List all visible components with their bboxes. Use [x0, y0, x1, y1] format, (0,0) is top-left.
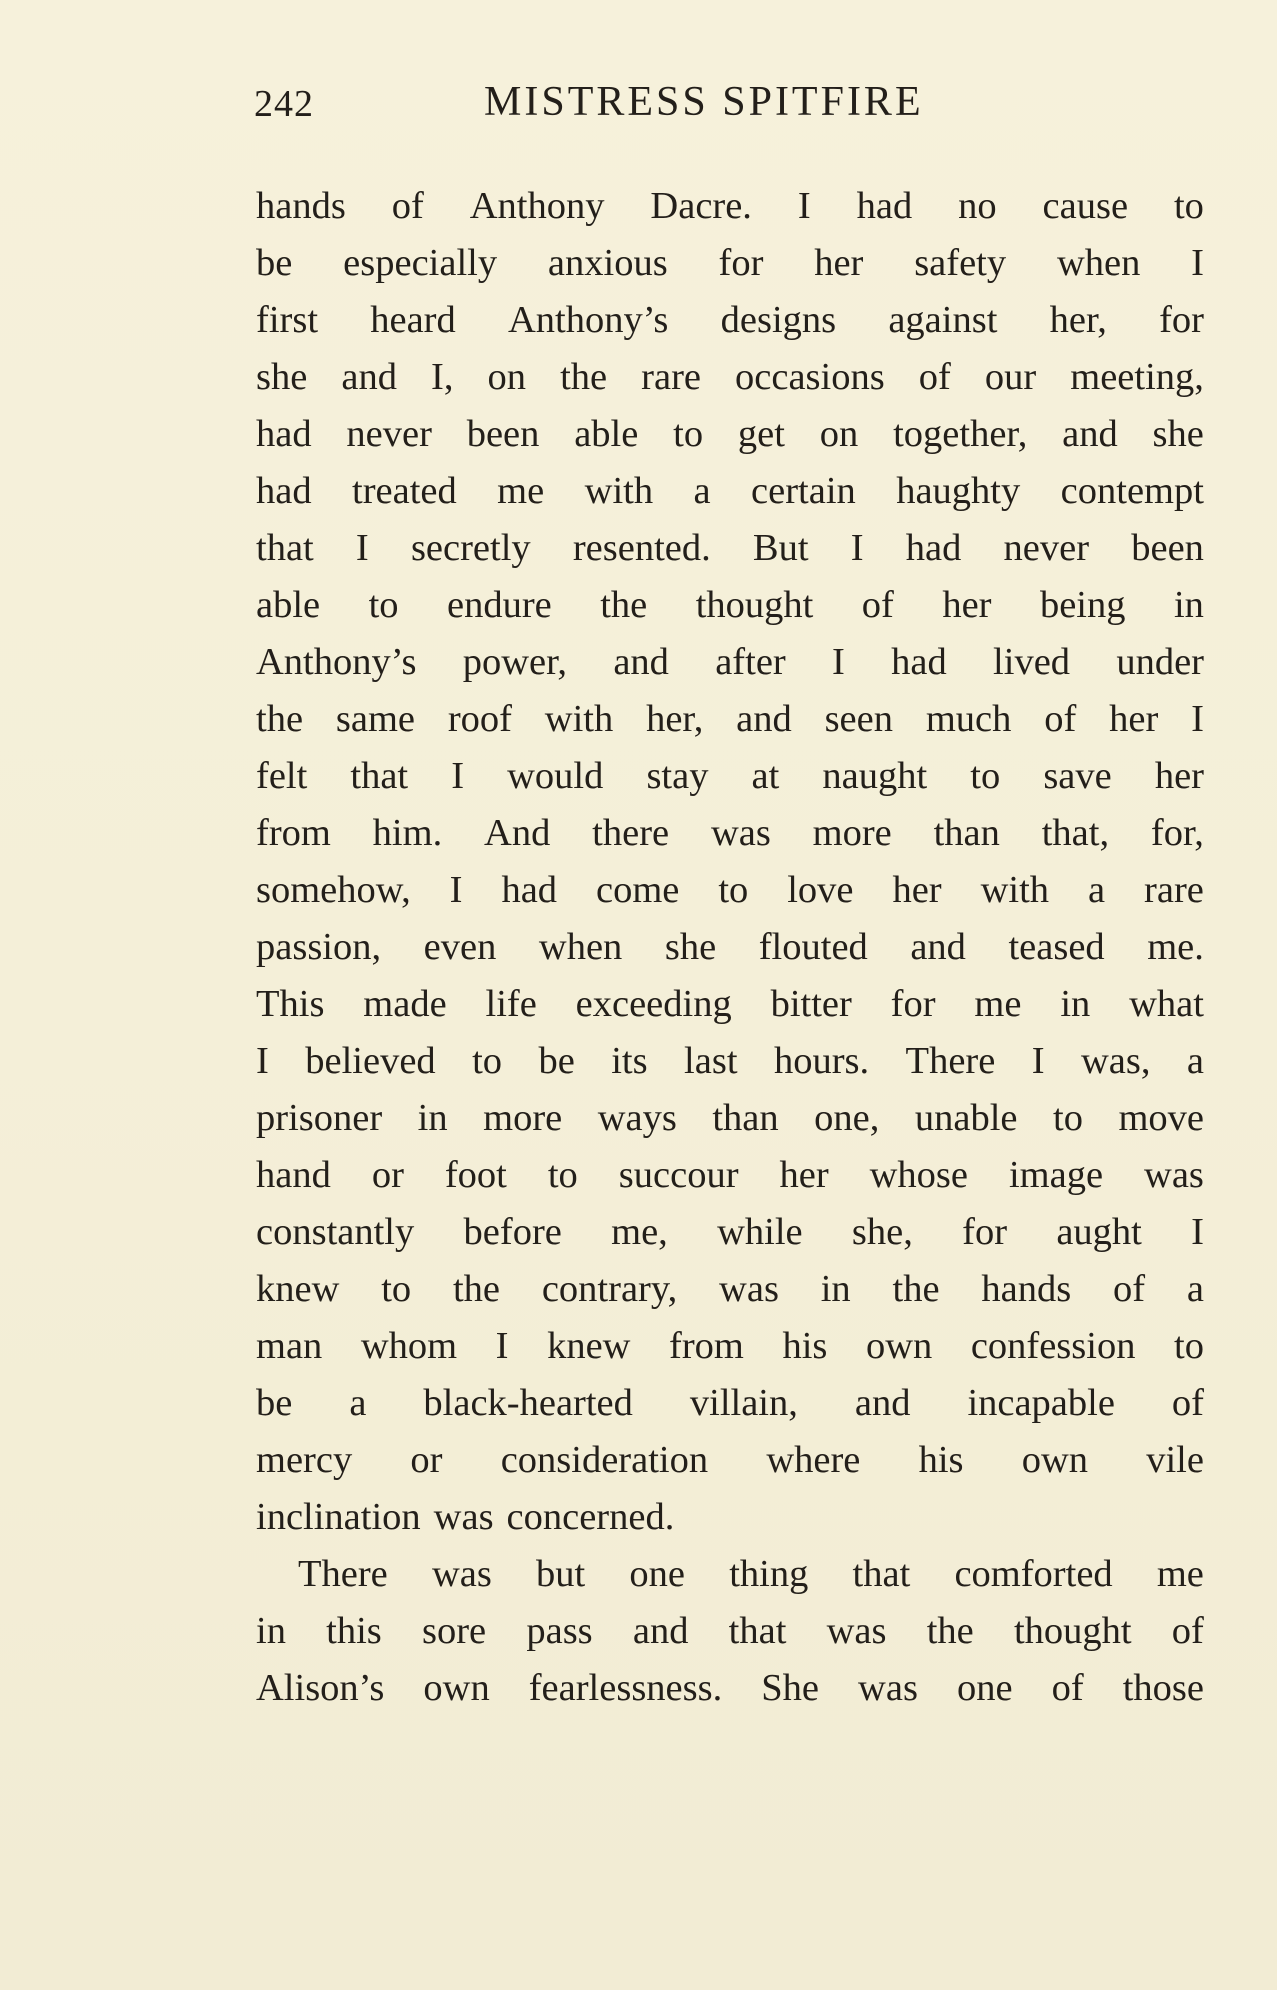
text-line: had never been able to get on together, and she: [256, 413, 1204, 455]
text-line: constantly before me, while she, for aught I: [256, 1211, 1204, 1253]
text-line: be especially anxious for her safety when I: [256, 242, 1204, 284]
text-line: inclination was concerned.: [256, 1496, 675, 1538]
text-line: mercy or consideration where his own vile: [256, 1439, 1204, 1481]
text-line: prisoner in more ways than one, unable to move: [256, 1097, 1204, 1139]
text-line: Anthony’s power, and after I had lived under: [256, 641, 1204, 683]
text-line: in this sore pass and that was the thought of: [256, 1610, 1204, 1652]
text-line: able to endure the thought of her being in: [256, 584, 1204, 626]
text-line: somehow, I had come to love her with a rare: [256, 869, 1204, 911]
text-line: hands of Anthony Dacre. I had no cause to: [256, 185, 1204, 227]
text-line: had treated me with a certain haughty contempt: [256, 470, 1204, 512]
text-line: I believed to be its last hours. There I was, a: [256, 1040, 1204, 1082]
body-text: [256, 178, 1204, 1717]
text-line: first heard Anthony’s designs against her, for: [256, 299, 1204, 341]
text-line: felt that I would stay at naught to save her: [256, 755, 1204, 797]
text-line: be a black-hearted villain, and incapable of: [256, 1382, 1204, 1424]
text-line: knew to the contrary, was in the hands of a: [256, 1268, 1204, 1310]
text-line: the same roof with her, and seen much of her I: [256, 698, 1204, 740]
text-line: This made life exceeding bitter for me in what: [256, 983, 1204, 1025]
running-title: MISTRESS SPITFIRE: [484, 79, 924, 125]
text-line: from him. And there was more than that, for,: [256, 812, 1204, 854]
text-line: that I secretly resented. But I had never been: [256, 527, 1204, 569]
text-line: passion, even when she flouted and teased me.: [256, 926, 1204, 968]
text-line: she and I, on the rare occasions of our meeting,: [256, 356, 1204, 398]
text-line: hand or foot to succour her whose image was: [256, 1154, 1204, 1196]
running-head: [254, 78, 1200, 138]
text-line: man whom I knew from his own confession to: [256, 1325, 1204, 1367]
page-number: 242: [254, 83, 314, 125]
text-line: There was but one thing that comforted me: [298, 1553, 1204, 1595]
text-line: Alison’s own fearlessness. She was one of those: [256, 1667, 1204, 1709]
